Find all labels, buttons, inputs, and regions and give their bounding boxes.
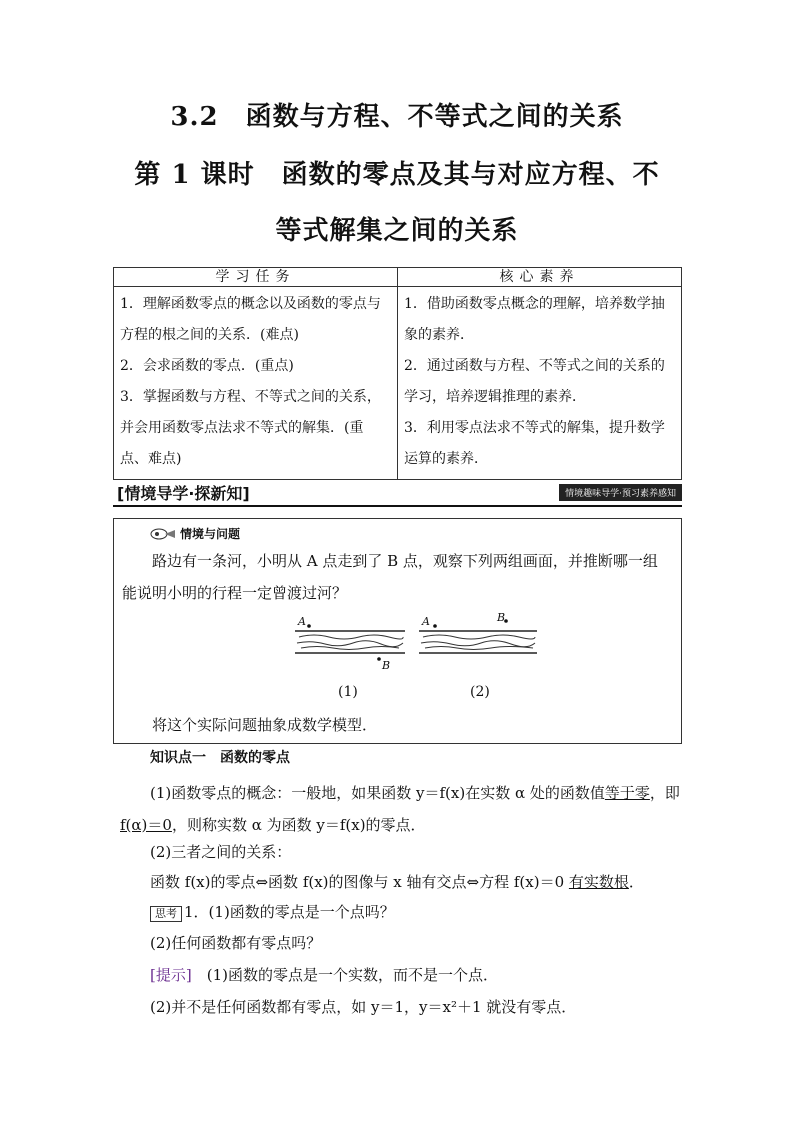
hint-tag: [提示] <box>150 966 192 984</box>
point-b-label-2: B <box>497 611 506 624</box>
question-text: 1．(1)函数的零点是一个点吗？ <box>184 903 395 921</box>
literacy-item: 3．利用零点法求不等式的解集，提升数学运算的素养． <box>404 420 665 467</box>
knowledge-p1 <box>120 777 682 841</box>
river-illustration <box>289 615 544 677</box>
p1-text: ，则称实数 α 为函数 y＝f(x)的零点． <box>171 816 426 834</box>
scenario-heading <box>150 525 240 542</box>
think-tag: 思考 <box>150 906 182 922</box>
hint-answer-1 <box>150 965 712 985</box>
lesson-title-line2: 等式解集之间的关系 <box>275 216 519 246</box>
literacy-item: 2．通过函数与方程、不等式之间的关系的学习，培养逻辑推理的素养． <box>404 358 665 405</box>
scenario-box <box>113 518 682 744</box>
point-a-label-1: A <box>298 615 306 628</box>
p3-text: 函数 f(x)的零点⇔函数 f(x)的图像与 x 轴有交点⇔方程 f(x)＝0 <box>150 873 569 891</box>
task-item: 1．理解函数零点的概念以及函数的零点与方程的根之间的关系．(难点) <box>120 296 381 343</box>
answer-text: (1)函数的零点是一个实数，而不是一个点． <box>191 966 498 984</box>
task-item: 3．掌握函数与方程、不等式之间的关系，并会用函数零点法求不等式的解集．(重点、难点) <box>120 389 381 467</box>
literacy-cell <box>398 287 682 480</box>
knowledge-p3 <box>150 872 690 892</box>
goals-table <box>113 267 682 480</box>
p3-underlined: 有实数根 <box>568 873 629 891</box>
p1-underlined: f(α)＝0 <box>120 816 172 834</box>
p3-text: ． <box>628 873 644 891</box>
point-b-label-1: B <box>382 659 391 672</box>
scenario-text: 路边有一条河，小明从 A 点走到了 B 点，观察下列两组画面，并推断哪一组能说明小明的行程一定曾渡过河？ <box>122 552 658 602</box>
think-question-2: (2)任何函数都有零点吗？ <box>150 934 322 952</box>
lesson-title-line1: 第 1 课时 函数的零点及其与对应方程、不 <box>134 160 660 190</box>
literacy-item: 1．借助函数零点概念的理解，培养数学抽象的素养． <box>404 296 665 343</box>
point-a-label-2: A <box>422 615 430 628</box>
knowledge-heading: 知识点一 函数的零点 <box>150 750 290 766</box>
section-title: 3.2 函数与方程、不等式之间的关系 <box>170 102 624 132</box>
p1-text: (1)函数零点的概念：一般地，如果函数 y＝f(x)在实数 α 处的函数值 <box>150 784 605 802</box>
task-item: 2．会求函数的零点．(重点) <box>120 358 294 374</box>
scenario-heading-text: 情境与问题 <box>180 527 241 541</box>
header-literacy: 核心素养 <box>398 268 682 287</box>
caption-2: (2) <box>470 684 490 700</box>
header-tasks: 学习任务 <box>114 268 398 287</box>
caption-1: (1) <box>338 684 358 700</box>
p1-text: ，即 <box>649 784 680 802</box>
p1-underlined: 等于零 <box>604 784 650 802</box>
knowledge-p2: (2)三者之间的关系： <box>150 843 292 861</box>
think-question-1 <box>150 902 712 922</box>
scenario-icon <box>150 527 176 541</box>
hint-answer-2: (2)并不是任何函数都有零点，如 y＝1，y＝x²＋1 就没有零点． <box>150 998 577 1016</box>
scenario-closing: 将这个实际问题抽象成数学模型． <box>152 716 378 734</box>
section-tag: 情境趣味导学·预习素养感知 <box>559 484 682 501</box>
section-heading: [情境导学·探新知] <box>117 484 250 503</box>
tasks-cell <box>114 287 398 480</box>
